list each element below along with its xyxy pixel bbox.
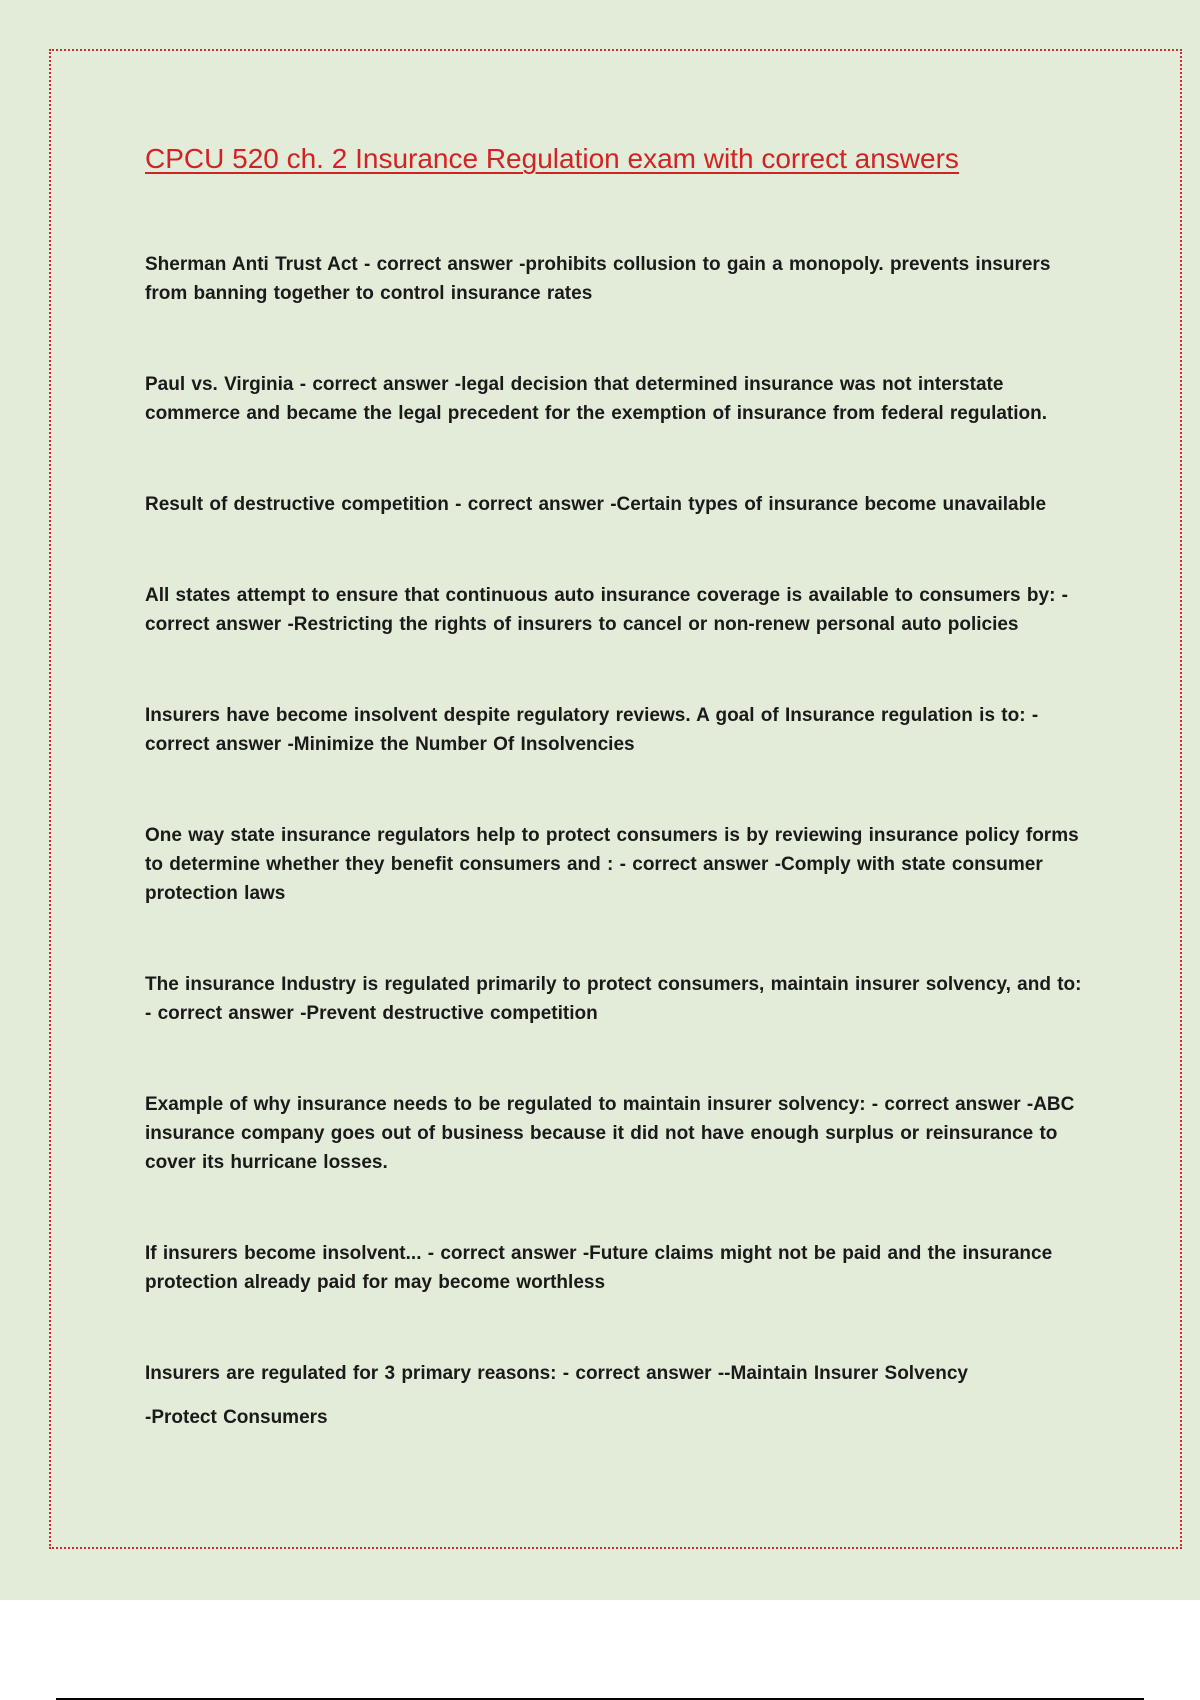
qa-answer: Future claims might not be paid and the insurance protection already paid for may become worthless xyxy=(145,1243,1053,1293)
qa-separator: - correct answer - xyxy=(421,1243,590,1264)
qa-answer: legal decision that determined insurance was not interstate commerce and became the legal precedent for the exemption of insurance from federal regulation. xyxy=(145,374,1048,424)
qa-separator: - correct answer - xyxy=(145,1003,307,1024)
qa-question: Insurers have become insolvent despite regulatory reviews. A goal of Insurance regulation is to: xyxy=(145,705,1026,726)
qa-question: The insurance Industry is regulated primarily to protect consumers, maintain insurer solvency, and to: xyxy=(145,974,1082,995)
qa-answer: Minimize the Number Of Insolvencies xyxy=(293,734,635,755)
qa-question: Result of destructive competition xyxy=(145,494,449,515)
qa-question: If insurers become insolvent... xyxy=(145,1243,422,1264)
qa-list xyxy=(145,250,1090,1432)
qa-item xyxy=(145,970,1090,1028)
qa-item xyxy=(145,1359,1090,1432)
qa-separator: - correct answer - xyxy=(357,254,526,275)
qa-answer: Comply with state consumer protection laws xyxy=(145,854,1043,904)
qa-item xyxy=(145,370,1090,428)
qa-item xyxy=(145,581,1090,639)
qa-question: One way state insurance regulators help to protect consumers is by reviewing insurance policy forms to determine whether they benefit consumers and : xyxy=(145,825,1079,875)
qa-separator: - correct answer - xyxy=(293,374,462,395)
qa-item xyxy=(145,1090,1090,1177)
qa-question: Example of why insurance needs to be regulated to maintain insurer solvency: xyxy=(145,1094,866,1115)
qa-item xyxy=(145,701,1090,759)
qa-separator: - correct answer - xyxy=(448,494,617,515)
qa-answer: ABC insurance company goes out of business because it did not have enough surplus or reinsurance to cover its hurricane losses. xyxy=(145,1094,1075,1173)
qa-answer: prohibits collusion to gain a monopoly. prevents insurers from banning together to control insurance rates xyxy=(145,254,1051,304)
qa-item xyxy=(145,250,1090,308)
qa-item xyxy=(145,1239,1090,1297)
qa-item xyxy=(145,821,1090,908)
qa-separator: - correct answer - xyxy=(556,1363,725,1384)
qa-question: Insurers are regulated for 3 primary reasons: xyxy=(145,1363,557,1384)
qa-answer: -Maintain Insurer Solvency xyxy=(724,1363,968,1384)
qa-question: Paul vs. Virginia xyxy=(145,374,294,395)
qa-question: All states attempt to ensure that continuous auto insurance coverage is available to consumers by: xyxy=(145,585,1056,606)
qa-answer-continuation: -Protect Consumers xyxy=(145,1407,328,1428)
qa-separator: - correct answer - xyxy=(865,1094,1034,1115)
qa-answer: Restricting the rights of insurers to cancel or non-renew personal auto policies xyxy=(293,614,1019,635)
qa-item xyxy=(145,490,1090,519)
qa-separator: - correct answer - xyxy=(613,854,782,875)
qa-answer: Certain types of insurance become unavailable xyxy=(616,494,1047,515)
qa-answer: Prevent destructive competition xyxy=(306,1003,598,1024)
qa-separator: - correct answer - xyxy=(145,705,1039,755)
document-title: CPCU 520 ch. 2 Insurance Regulation exam with correct answers xyxy=(145,143,959,174)
qa-question: Sherman Anti Trust Act xyxy=(145,254,358,275)
qa-separator: - correct answer - xyxy=(145,585,1069,635)
